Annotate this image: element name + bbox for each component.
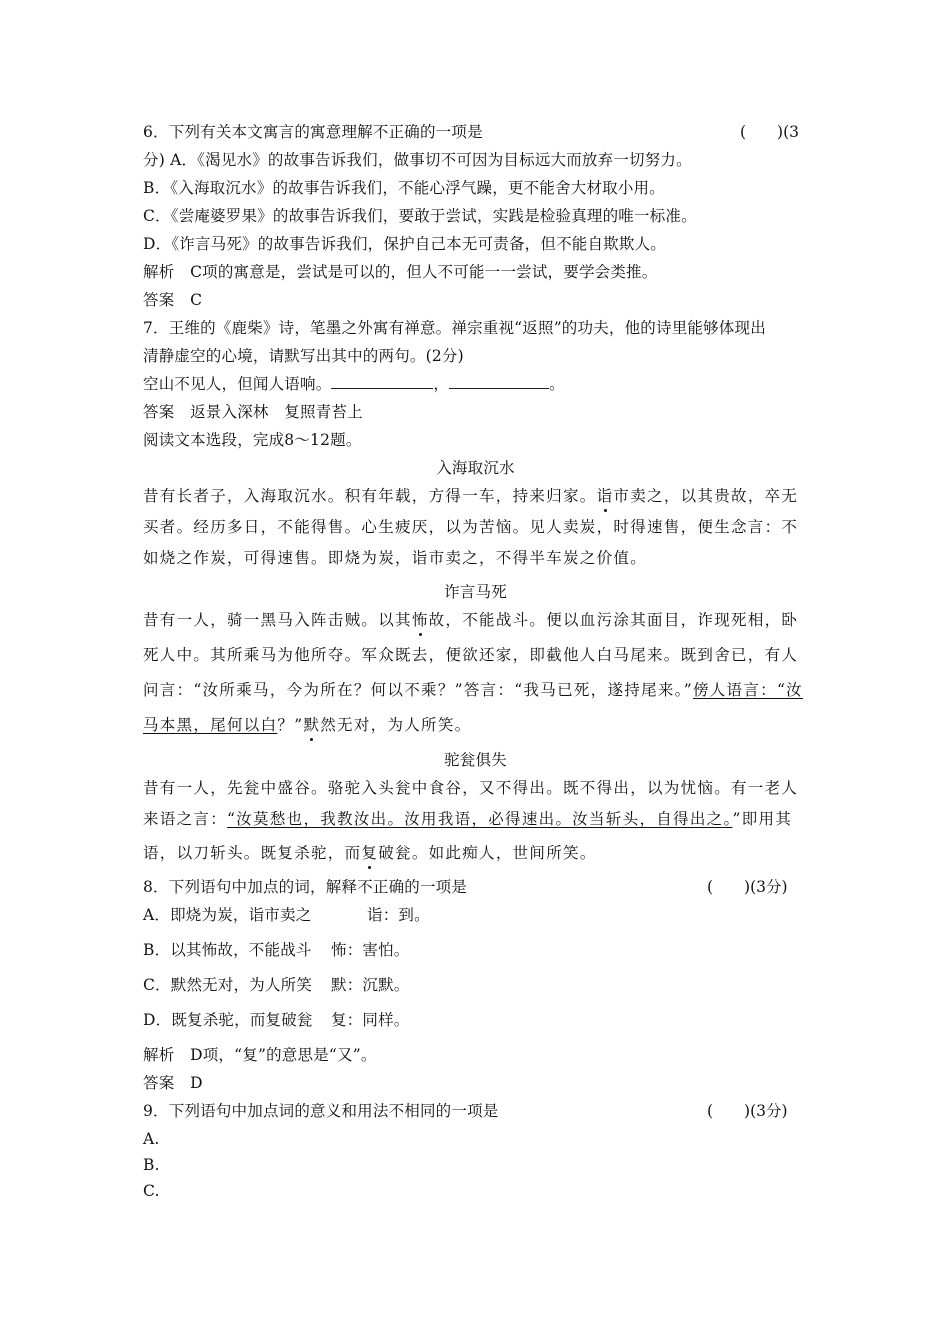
q8-option-a: [143, 905, 808, 925]
story3-text: 语，以刀斩头。既复杀驼，而: [143, 844, 362, 862]
story3-text: 来语之言：: [143, 810, 228, 828]
q8-option-text: C．默然无对，为人所笑: [143, 976, 313, 994]
story2-title: 诈言马死: [444, 583, 507, 601]
dotted-word-yi: 诣: [596, 487, 614, 505]
dotted-word-bu: 怖: [411, 611, 429, 629]
dotted-word-fu: 复: [361, 844, 379, 862]
q7-answer: 答案 返景入深林 复照青苔上: [143, 403, 363, 421]
story3-line1: 昔有一人，先瓮中盛谷。骆驼入头瓮中食谷，又不得出。既不得出，以为忧恼。有一老人: [143, 779, 799, 797]
story2-line2: 死人中。其所乘马为他所夺。军众既去，便欲还家，即截他人白马尾来。既到舍已，有人: [143, 646, 799, 664]
story3-line3: [143, 843, 808, 863]
underlined-sentence: “汝莫愁也，我教汝出。汝用我语，必得速出。汝当斩头，自得出之。: [227, 810, 733, 828]
story2-line4: [143, 715, 808, 735]
q8-option-text: A．即烧为炭，诣市卖之: [143, 906, 312, 924]
q8-option-c: [143, 975, 808, 995]
story3-text: 破瓮。如此痴人，世间所笑。: [378, 844, 597, 862]
story3-line2: [143, 809, 808, 829]
q8-option-b: [143, 940, 808, 960]
q6-answer: 答案 C: [143, 291, 203, 309]
reading-intro: 阅读文本选段，完成8～12题。: [143, 431, 362, 449]
q6-option-d: D．《诈言马死》的故事告诉我们，保护自己本无可责备，但不能自欺欺人。: [143, 235, 666, 253]
q6-option-a: 分) A．《渴见水》的故事告诉我们，做事切不可因为目标远大而放弃一切努力。: [143, 151, 692, 169]
q8-analysis: 解析 D项，“复”的意思是“又”。: [143, 1046, 377, 1064]
q8-option-gloss: 诣：到。: [367, 906, 430, 924]
q8-answer: 答案 D: [143, 1074, 203, 1092]
story1-line2: 买者。经历多日，不能得售。心生疲厌，以为苦恼。见人卖炭，时得速售，便生念言：不: [143, 518, 799, 536]
story2-text: 然无对，为人所笑。: [320, 716, 472, 734]
q9-option-a: A.: [143, 1130, 160, 1148]
q7-blank-1[interactable]: [331, 374, 433, 389]
story3-text: ”即用其: [732, 810, 793, 828]
story1-text: 昔有长者子，入海取沉水。积有年载，方得一车，持来归家。: [143, 487, 597, 505]
q6-option-b: B．《入海取沉水》的故事告诉我们，不能心浮气躁，更不能舍大材取小用。: [143, 179, 665, 197]
story1-line3: 如烧之作炭，可得速售。即烧为炭，诣市卖之，不得半车炭之价值。: [143, 549, 648, 567]
q7-fill-prefix: 空山不见人，但闻人语响。: [143, 375, 332, 393]
q7-comma: ，: [433, 375, 450, 393]
q8-option-text: B．以其怖故，不能战斗: [143, 941, 312, 959]
underlined-sentence: 马本黑，尾何以白: [143, 716, 278, 734]
q6-stem: 6．下列有关本文寓言的寓意理解不正确的一项是: [143, 123, 483, 141]
q7-fill-line: [143, 374, 808, 394]
q6-score-paren: ( )(3: [740, 123, 800, 141]
story1-title: 入海取沉水: [436, 459, 515, 477]
q8-score-paren: ( )(3分): [707, 878, 788, 896]
q9-score-paren: ( )(3分): [707, 1102, 788, 1120]
q6-analysis: 解析 C项的寓意是，尝试是可以的，但人不可能一一尝试，要学会类推。: [143, 263, 658, 281]
underlined-sentence: 傍人语言：“汝: [692, 681, 803, 699]
q8-option-gloss: 复：同样。: [331, 1011, 410, 1029]
q7-blank-2[interactable]: [449, 374, 549, 389]
story1-line1: [143, 486, 808, 506]
story2-line3: [143, 680, 808, 700]
q8-option-d: [143, 1010, 808, 1030]
q7-stem-line1: 7．王维的《鹿柴》诗，笔墨之外寓有禅意。禅宗重视“返照”的功夫，他的诗里能够体现出: [143, 319, 766, 337]
q9-option-b: B.: [143, 1156, 160, 1174]
q8-option-gloss: 怖：害怕。: [331, 941, 410, 959]
q7-stem-line2: 清静虚空的心境，请默写出其中的两句。(2分): [143, 347, 464, 365]
story2-text: ？”: [277, 716, 304, 734]
q6-option-c: C．《尝庵婆罗果》的故事告诉我们，要敢于尝试，实践是检验真理的唯一标准。: [143, 207, 697, 225]
q8-option-gloss: 默：沉默。: [331, 976, 410, 994]
story2-text: 昔有一人，骑一黑马入阵击贼。以其: [143, 611, 412, 629]
q8-stem: 8．下列语句中加点的词，解释不正确的一项是: [143, 878, 468, 896]
q9-stem: 9．下列语句中加点词的意义和用法不相同的一项是: [143, 1102, 499, 1120]
q8-option-text: D．既复杀驼，而复破瓮: [143, 1011, 313, 1029]
story2-line1: [143, 610, 808, 630]
story3-title: 驼瓮俱失: [444, 751, 507, 769]
story2-text: 故，不能战斗。便以血污涂其面目，诈现死相，卧: [428, 611, 799, 629]
story2-text: 问言：“汝所乘马，今为所在？何以不乘？”答言：“我马已死，遂持尾来。”: [143, 681, 693, 699]
story1-text: 市卖之，以其贵故，卒无: [613, 487, 799, 505]
dotted-word-mo: 默: [303, 716, 321, 734]
q9-option-c: C.: [143, 1182, 160, 1200]
q7-period: 。: [549, 375, 565, 393]
